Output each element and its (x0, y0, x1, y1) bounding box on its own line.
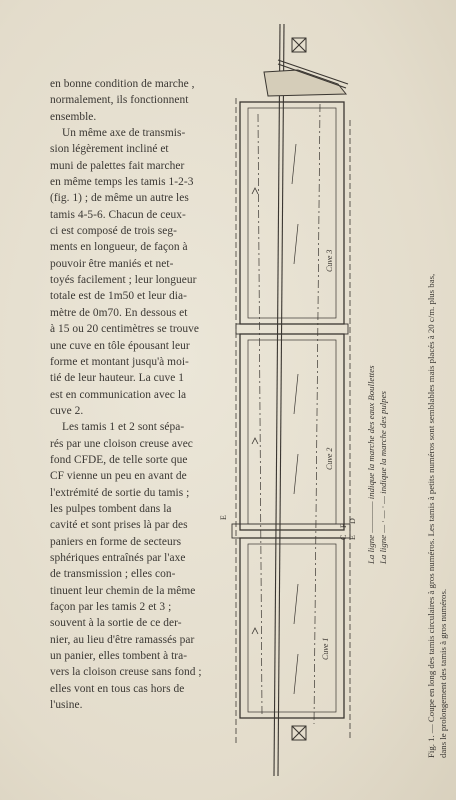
text-line: normalement, ils fonctionnent (50, 94, 189, 107)
text-line: muni de palettes fait marcher (50, 159, 185, 172)
text-line: les pulpes tombent dans la (50, 502, 172, 515)
text-line: rés par une cloison creuse avec (50, 437, 193, 450)
text-line: l'usine. (50, 699, 83, 712)
text-line: ments en longueur, de façon à (50, 241, 188, 254)
figure-legend (346, 365, 388, 780)
text-line: en bonne condition de marche , (50, 78, 195, 90)
sieve-1 (240, 538, 344, 718)
text-line: elles vont en tous cas hors de (50, 682, 185, 695)
figure-drawing (219, 24, 357, 776)
text-line: de transmission ; elles con- (50, 568, 176, 581)
text-line: façon par les tamis 2 et 3 ; (50, 601, 172, 613)
partition-cfde (232, 524, 350, 538)
text-line: Les tamis 1 et 2 sont sépa- (62, 421, 185, 434)
text-line: fond CFDE, de telle sorte que (50, 453, 188, 466)
text-line: forme et montant jusqu'à moi- (50, 355, 189, 368)
text-line: toyés facilement ; leur longueur (50, 274, 197, 287)
text-line: CF vienne un peu en avant de (50, 470, 187, 483)
label-cuve-2: Cuve 2 (325, 447, 334, 470)
caption-line-2: dans le prolongement des tamis à gros numéros. (438, 588, 448, 758)
text-line: souvent à la sortie de ce der- (50, 617, 182, 630)
label-e: E (348, 535, 357, 540)
caption-line-1: Fig. 1. — Coupe en long des tamis circulaires à gros numéros. Les tamis à petits numéros sont semblables mais placés à 20 c/m. plus bas, (426, 273, 436, 758)
text-line: paniers en forme de secteurs (50, 535, 182, 548)
text-line: cavité et sont prises là par des (50, 519, 188, 532)
text-line: tamis 4-5-6. Chacun de ceux- (50, 208, 186, 221)
partition-upper (236, 324, 348, 334)
text-line: Un même axe de transmis- (62, 127, 186, 140)
text-line: une cuve en tôle épousant leur (50, 339, 190, 352)
label-c: C (339, 534, 348, 540)
label-e-left: E (219, 515, 228, 520)
text-line: ci est composé de trois seg- (50, 225, 177, 238)
text-line: mètre de 0m70. En dessous et (50, 306, 188, 319)
label-cuve-3: Cuve 3 (325, 249, 334, 272)
text-line: tinuent leur chemin de la même (50, 584, 196, 597)
text-line: à 15 ou 20 centimètres se trouve (50, 323, 199, 336)
figure-tamis-section (219, 24, 357, 776)
text-line: sphériques entraînés par l'axe (50, 551, 186, 564)
text-line: vers la cloison creuse sans fond ; (50, 666, 202, 679)
body-text (50, 76, 230, 713)
text-line: totale est de 1m50 et leur dia- (50, 290, 187, 303)
label-cuve-1: Cuve 1 (321, 637, 330, 660)
text-line: en même temps les tamis 1-2-3 (50, 176, 194, 189)
text-line: ensemble. (50, 110, 97, 123)
text-line: un panier, elles tombent à tra- (50, 650, 188, 663)
label-f: F (339, 523, 348, 528)
text-line: est en communication avec la (50, 388, 187, 401)
text-line: nier, au lieu d'être ramassés par (50, 633, 195, 646)
legend-water-line: La ligne ———— indique la marche des eaux Boullettes (366, 365, 376, 564)
sieve-2 (240, 334, 344, 530)
text-line: l'extrémité de sortie du tamis ; (50, 486, 190, 499)
figure-caption (412, 40, 454, 760)
text-line: tié de leur hauteur. La cuve 1 (50, 372, 185, 385)
text-line: pouvoir être maniés et net- (50, 257, 174, 270)
legend-pulp-line: La ligne — · — · — indique la marche des pulpes (378, 391, 388, 564)
text-line: cuve 2. (50, 404, 84, 417)
text-line: sion légèrement incliné et (50, 143, 169, 156)
label-d: D (348, 518, 357, 524)
text-line: (fig. 1) ; de même un autre les (50, 192, 189, 205)
sieve-3 (240, 102, 344, 324)
